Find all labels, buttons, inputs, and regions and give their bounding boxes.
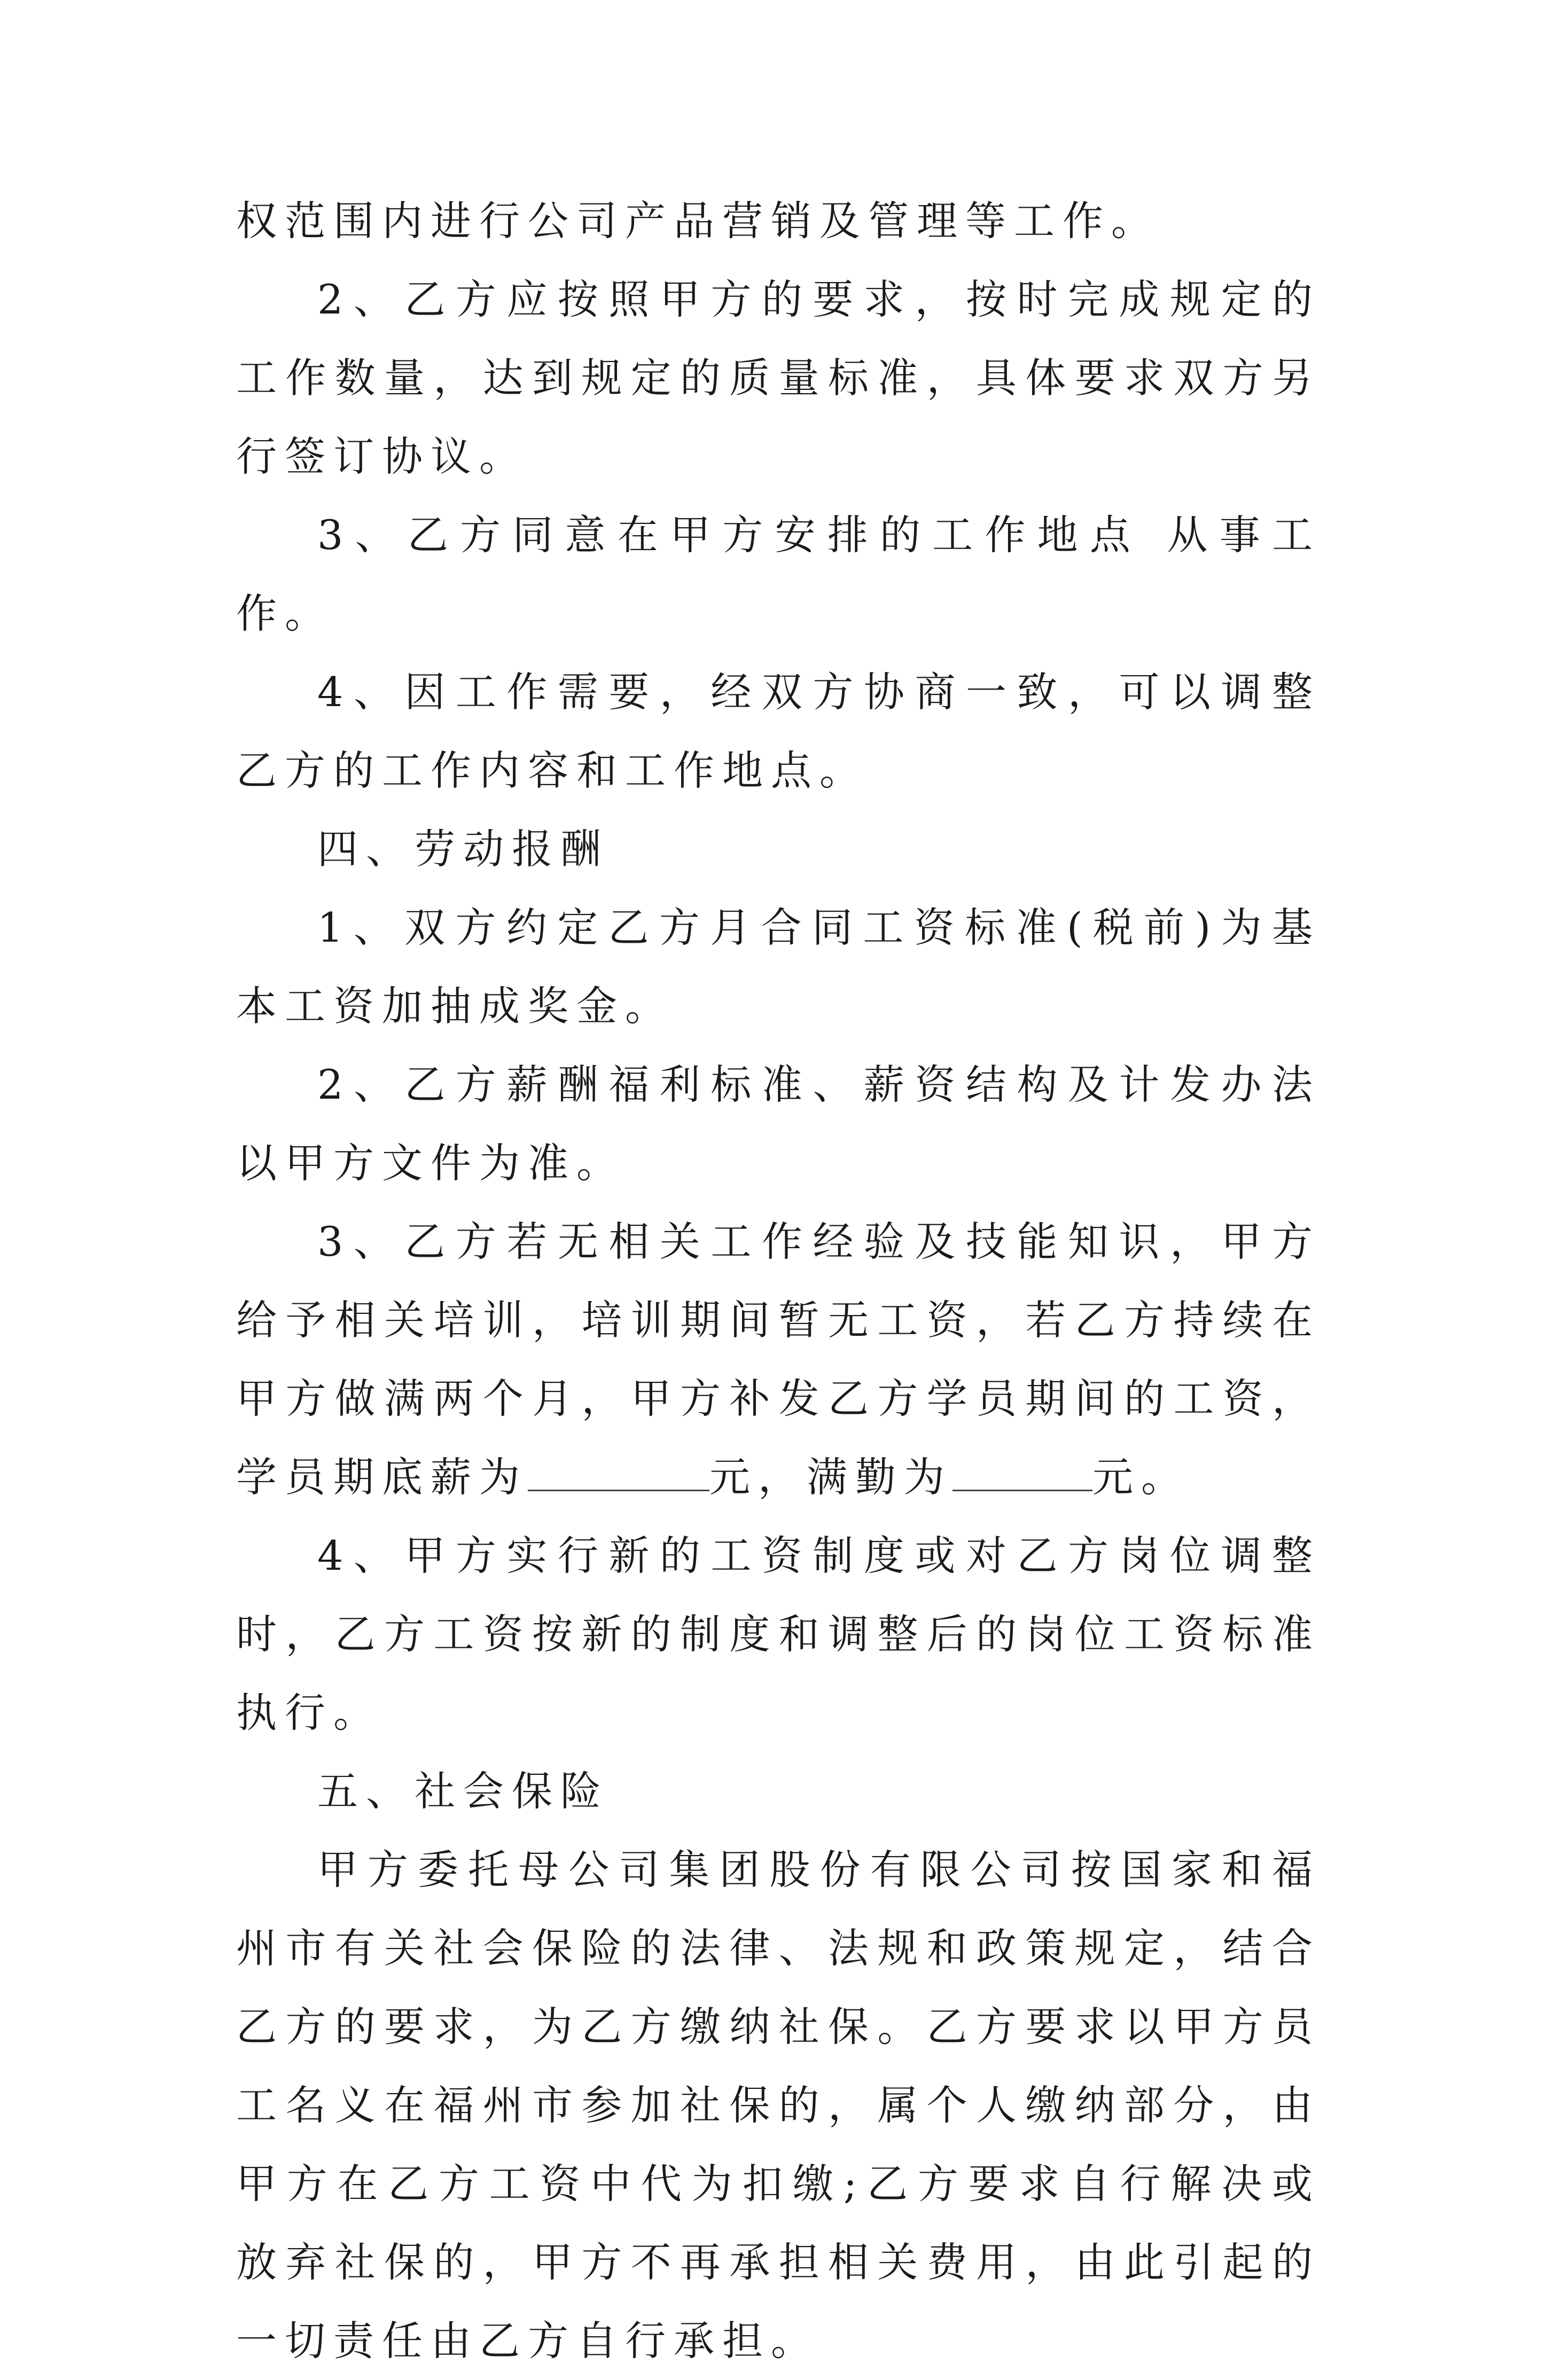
document-body	[236, 182, 1321, 2380]
paragraph-social-insurance: 甲方委托母公司集团股份有限公司按国家和福州市有关社会保险的法律、法规和政策规定，结合乙方的要求，为乙方缴纳社保。乙方要求以甲方员工名义在福州市参加社保的，属个人缴纳部分，由甲方在乙方工资中代为扣缴;乙方要求自行解决或放弃社保的，甲方不再承担相关费用，由此引起的一切责任由乙方自行承担。	[236, 1846, 1321, 2365]
blank-trainee-base-salary	[528, 1458, 709, 1491]
clause-4-3-text-part-3: 元。	[1092, 1453, 1190, 1501]
paragraph-clause-4-1: 1、双方约定乙方月合同工资标准(税前)为基本工资加抽成奖金。	[236, 904, 1321, 1030]
paragraph-clause-3-3: 3、乙方同意在甲方安排的工作地点 从事工作。	[236, 511, 1321, 637]
paragraph-continuation: 权范围内进行公司产品营销及管理等工作。	[236, 197, 1160, 245]
paragraph-clause-3-2: 2、乙方应按照甲方的要求，按时完成规定的工作数量，达到规定的质量标准，具体要求双方另行签订协议。	[236, 276, 1321, 480]
clause-4-3-text-part-1: 3、乙方若无相关工作经验及技能知识，甲方给予相关培训，培训期间暂无工资，若乙方持续在甲方做满两个月，甲方补发乙方学员期间的工资，学员期底薪为	[236, 1218, 1321, 1501]
paragraph-clause-4-3	[236, 1202, 1321, 1516]
blank-full-attendance	[952, 1458, 1092, 1491]
paragraph-clause-4-4: 4、甲方实行新的工资制度或对乙方岗位调整时，乙方工资按新的制度和调整后的岗位工资标准执行。	[236, 1532, 1321, 1736]
paragraph-clause-4-2: 2、乙方薪酬福利标准、薪资结构及计发办法以甲方文件为准。	[236, 1061, 1321, 1187]
paragraph-clause-3-4: 4、因工作需要，经双方协商一致，可以调整乙方的工作内容和工作地点。	[236, 668, 1321, 794]
section-heading-social-insurance: 五、社会保险	[317, 1767, 609, 1815]
section-heading-remuneration: 四、劳动报酬	[317, 825, 609, 873]
clause-4-3-text-part-2: 元，满勤为	[709, 1453, 952, 1501]
